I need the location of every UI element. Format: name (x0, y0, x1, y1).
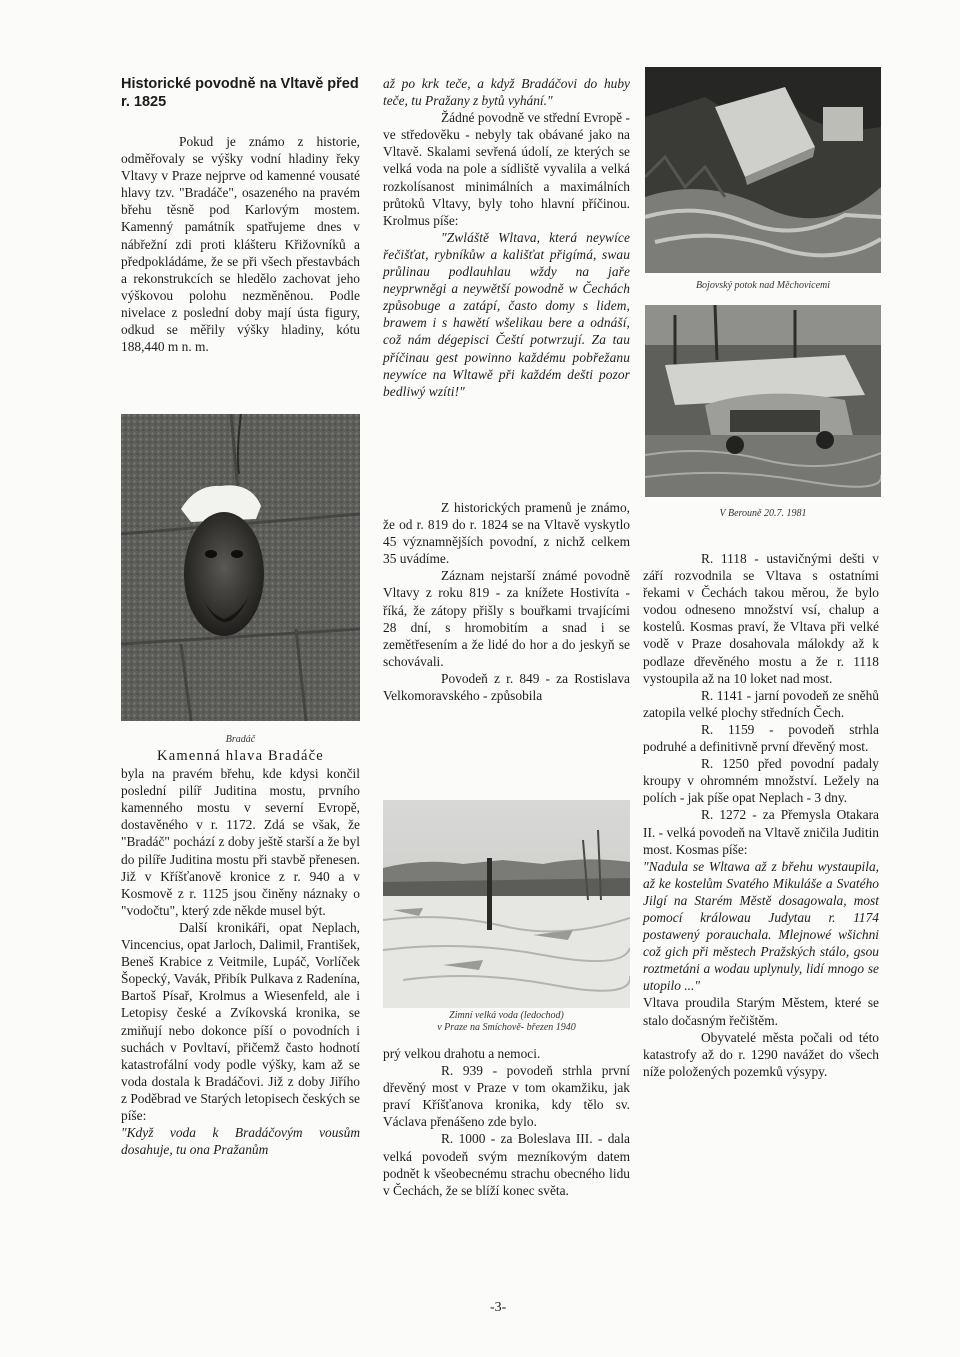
paragraph: Záznam nejstarší známé povodně Vltavy z roku 819 - za knížete Hostivíta - říká, že zátopy přišly s bouřkami trvajícími 28 dní, s hromobitím a snad i se zemětřesením a že lidé do hor a do jeskyň se schovávali. (383, 568, 630, 669)
quote: "Když voda k Bradáčovým vousům dosahuje, tu ona Pražanům (121, 1125, 360, 1158)
column-middle (383, 75, 630, 400)
paragraph: R. 939 - povodeň strhla první dřevěný most v Praze v tom okamžiku, jak praví Kříšťanova kronika, kdy tělo sv. Václava přenášeno zde bylo. (383, 1063, 630, 1130)
paragraph: Další kronikáři, opat Neplach, Vincencius, opat Jarloch, Dalimil, František, Beneš Krabice z Veitmile, Lupáč, Vorlíček Šopecký, Vavák, Přibík Pulkava z Radenína, Bartoš Písař, Krolmus a Wiesenfeld, ale i Letopisy české a Zvíkovská kronika, se zmiňují nebo dokonce píší o povodních i suchách v Povltaví, přičemž často hodnotí katastrofální vody podle výšky, kam až se voda dostala k Bradáčovi. Již z doby Jiřího z Poděbrad ve Starých letopisech českých se píše: (121, 919, 360, 1123)
paragraph: R. 1000 - za Boleslava III. - dala velká povodeň svým mezníkovým datem podnět k všeobecnému strachu obecného lidu v Čechách, že se blíží konec světa. (383, 1131, 630, 1198)
photo-bojovsky-creek (645, 67, 881, 273)
paragraph: R. 1118 - ustavičnými dešti v září rozvodnila se Vltava s ostatními řekami v Čechách takou měrou, že bylo vodou odneseno množství vsí, chalup a kostelů. Kosmas praví, že Vltava při velké vodě v Praze dosahovala málokdy až k podlaze dřevěného mostu a že r. 1118 vystoupila až na 10 loket nad most. (643, 551, 879, 686)
quote-continued: až po krk teče, a když Bradáčovi do huby teče, tu Pražany z bytů vyhání." (383, 76, 630, 109)
paragraph: Obyvatelé města počali od této katastrofy až do r. 1290 navážet do všech níže položených pozemků výsypy. (643, 1029, 879, 1079)
paragraph: Žádné povodně ve střední Evropě - ve středověku - nebyly tak obávané jako na Vltavě. Skalami sevřená údolí, ze kterých se velká voda na pole a sídliště vyvalila a velká rozkolísanost minimálních a maximálních průtoků Vltavy, byly toho hlavní příčinou. Krolmus píše: (383, 110, 630, 228)
paragraph: prý velkou drahotu a nemoci. (383, 1046, 541, 1061)
column-left (121, 75, 360, 355)
paragraph: R. 1250 před povodní padaly kroupy v ohromném množství. Ležely na polích - jak píše opat Neplach - 3 dny. (643, 756, 879, 806)
photo-caption: Bojovský potok nad Měchovicemi (695, 280, 831, 291)
page-number: -3- (490, 1300, 507, 1315)
paragraph: byla na pravém břehu, kde kdysi končil poslední pilíř Juditina mostu, prvního kamenného mostu v severní Evropě, dostavěného v r. 1172. Zdá se však, že "Bradáč" pochází z doby ještě starší a že byl do pilíře Juditina mostu při stavbě přenesen. Již v Kříšťanově kronice z r. 940 a v Kosmově z r. 1125 jsou činěny náznaky o "vodočtu", který zde někde musel být. (121, 766, 360, 918)
paragraph: R. 1141 - jarní povodeň ze sněhů zatopila velké plochy středních Čech. (643, 687, 879, 720)
column-middle-lower (383, 499, 630, 704)
photo-caption: V Berouně 20.7. 1981 (719, 508, 807, 519)
paragraph: R. 1159 - povodeň strhla podruhé a definitivně první dřevěný most. (643, 721, 879, 755)
quote: "Nadula se Wltawa až z břehu wystaupila, až ke kostelům Svatého Mikuláše a Svatého Jilgí na Starém Městě dosagowala, most pomocí králowau Judytau r. 1174 postawený porauchala. Mlejnowé wšichni což gich při městech Pražských stálo, gsou roztmetáni a wodau uplynuly, lidí mnogo se utopilo ..." (643, 858, 879, 994)
photo-caption-line2: v Praze na Smíchově- březen 1940 (437, 1022, 576, 1033)
paragraph: R. 1272 - za Přemysla Otakara II. - velká povodeň na Vltavě zničila Juditin most. Kosmas píše: (643, 807, 879, 857)
photo-caption-line1: Zimní velká voda (ledochod) (449, 1010, 564, 1021)
column-left-continued (121, 748, 360, 1158)
photo-bradac-stone-head (121, 414, 360, 721)
column-right (643, 550, 879, 1080)
paragraph: Z historických pramenů je známo, že od r. 819 do r. 1824 se na Vltavě vyskytlo 45 významnějších povodní, z nichž celkem 35 uvádíme. (383, 500, 630, 567)
paragraph-lead: Kamenná hlava Bradáče (157, 748, 324, 764)
photo-caption: Bradáč (225, 734, 256, 745)
article-heading: Historické povodně na Vltavě před r. 1825 (121, 76, 359, 110)
photo-winter-flood-smichov (383, 800, 630, 1008)
quote: "Zwláště Wltava, která neywíce řečišťat, rybníkůw a kališťat přigímá, swau průlinau podlauhlau wždy na jaře neyprwněgi a neywětší powodně w Čechách způsobuge a zatápí, často domy s lidem, brawem i s hawětí wšelikau bere a odnáší, což nám dégepisci Čeští potwrzují. Za tau příčinau gest powinno každému pobřežanu neywíce na Wltawě při každém dešti pozor bedliwý wzíti!" (383, 229, 630, 399)
paragraph: Pokud je známo z historie, odměřovaly se výšky vodní hladiny řeky Vltavy v Praze nejprve od kamenné vousaté hlavy tzv. "Bradáče", osazeného na pravém břehu těsně pod Karlovým mostem. Kamenný památník spatřujeme dnes v nábřežní zdi proti klášteru Křižovníků a předpokládáme, že se při všech přestavbách a rekonstrukcích se hledělo zachovat jeho výškovou polohu nezměněnou. Podle nivelace z poslední doby mají ústa figury, odkud se měřily výšky hladiny, kótu 188,440 m n. m. (121, 134, 360, 355)
paragraph: Povodeň z r. 849 - za Rostislava Velkomoravského - způsobila (383, 670, 630, 704)
photo-beroun-flood (645, 305, 881, 497)
paragraph: Vltava proudila Starým Městem, které se stalo dočasným řečištěm. (643, 995, 879, 1028)
column-middle-bottom (383, 1045, 630, 1199)
